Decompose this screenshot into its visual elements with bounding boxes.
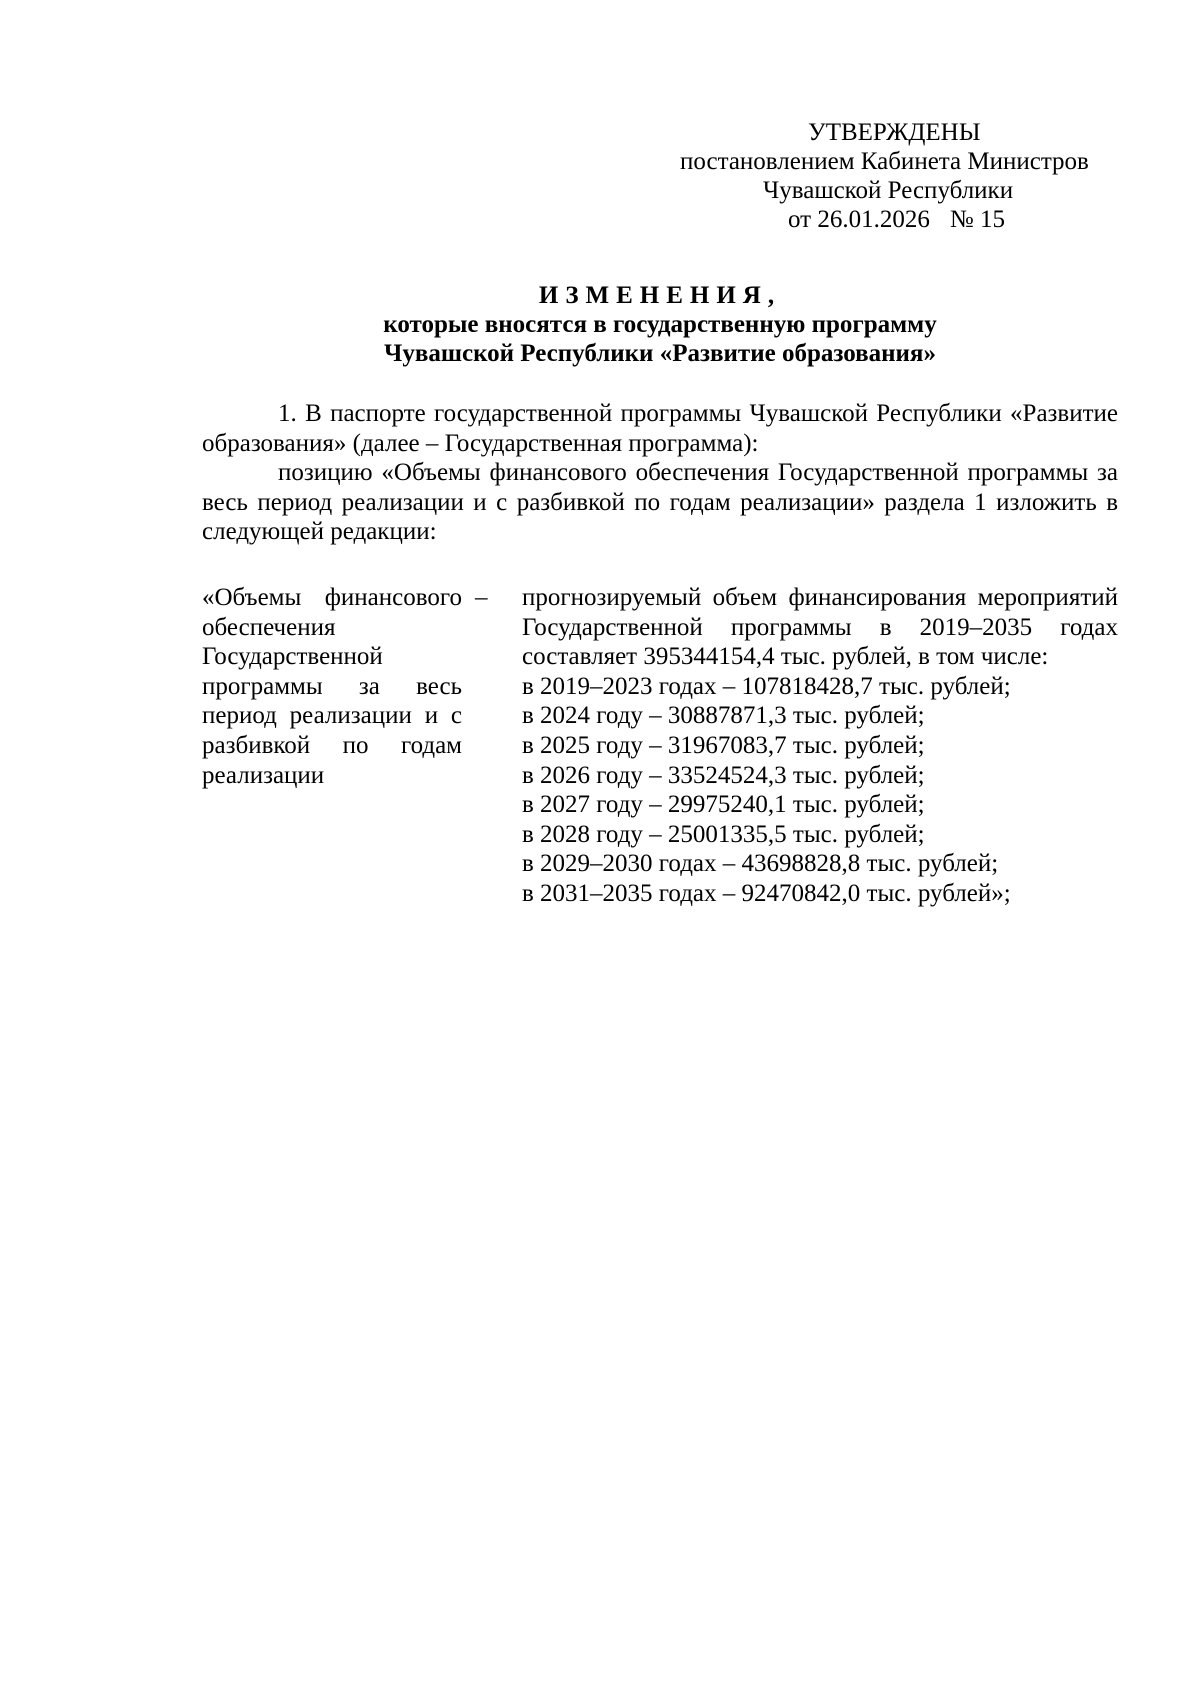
funding-row-2019-2023: в 2019–2023 годах – 107818428,7 тыс. рублей; — [522, 672, 1011, 700]
title-subtitle-line1: которые вносятся в государственную программу — [383, 311, 937, 338]
funding-row-2031-2035: в 2031–2035 годах – 92470842,0 тыс. рублей»; — [522, 879, 1011, 907]
funding-row-2027: в 2027 году – 29975240,1 тыс. рублей; — [522, 791, 925, 819]
passport-right-content — [522, 583, 1118, 909]
body-paragraph-2: позицию «Объемы финансового обеспечения Государственной программы за весь период реализации и с разбивкой по годам реализации» раздела 1 изложить в следующей редакции: — [202, 459, 1118, 545]
title-heading: ИЗМЕНЕНИЯ, — [538, 282, 782, 309]
approval-date-number — [680, 205, 1120, 234]
approval-date: от 26.01.2026 — [788, 206, 930, 233]
approval-stamp-block — [680, 118, 1120, 234]
passport-intro: прогнозируемый объем финансирования мероприятий Государственной программы в 2019–2035 годах составляет 395344154,4 тыс. рублей, в том числе: — [522, 584, 1118, 671]
title-subtitle-line2: Чувашской Республики «Развитие образования» — [384, 340, 936, 367]
approval-issuer: постановлением Кабинета Министров — [680, 148, 1089, 175]
funding-row-2029-2030: в 2029–2030 годах – 43698828,8 тыс. рублей; — [522, 850, 999, 878]
passport-left-label: «Объемы финансового обеспечения Государственной программы за весь период реализации и с разбивкой по годам реализации — [202, 584, 462, 789]
body-paragraph-1: 1. В паспорте государственной программы Чувашской Республики «Развитие образования» (далее – Государственная программа): — [202, 400, 1118, 457]
funding-row-2024: в 2024 году – 30887871,3 тыс. рублей; — [522, 702, 925, 730]
passport-dash: – — [475, 584, 488, 611]
funding-row-2026: в 2026 году – 33524524,3 тыс. рублей; — [522, 761, 925, 789]
document-body — [202, 399, 1118, 547]
approval-region: Чувашской Республики — [763, 177, 1014, 204]
funding-row-2025: в 2025 году – 31967083,7 тыс. рублей; — [522, 731, 925, 759]
approval-number: № 15 — [949, 206, 1005, 233]
document-title — [200, 281, 1120, 368]
funding-row-2028: в 2028 году – 25001335,5 тыс. рублей; — [522, 820, 925, 848]
approval-heading: УТВЕРЖДЕНЫ — [808, 119, 981, 146]
